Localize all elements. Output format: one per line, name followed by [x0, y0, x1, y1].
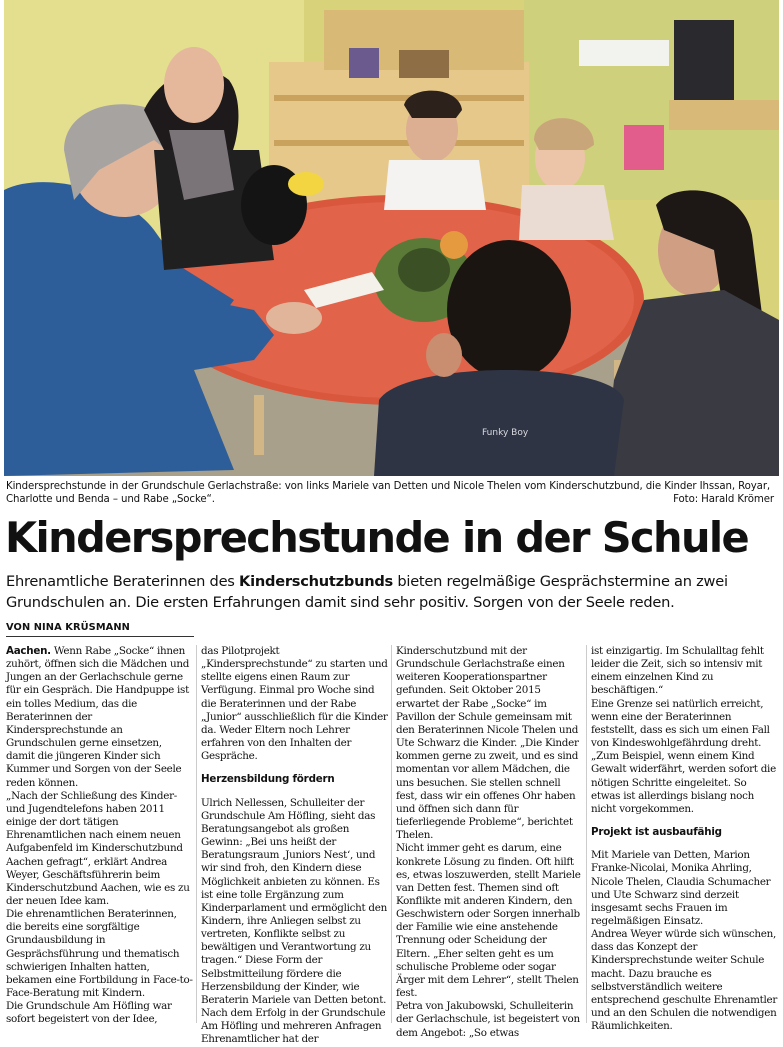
col4-body-a: ist einzigartig. Im Schulalltag fehlt leider die Zeit, sich so intensiv mit einem einzelnen Kind zu beschäftigen.“ Eine Grenze sei natürlich erreicht, wenn eine der Beraterinnen feststellt, dass es sich um einen Fall von Kindeswohlgefährdung dreht. „Zum Beispiel, wenn einem Kind Gewalt widerfährt, werden sofort die nötigen Schritte eingeleitet. So etwas ist allerdings bislang noch nicht vorgekommen. — [591, 645, 776, 815]
col2-body-b: Ulrich Nellessen, Schulleiter der Grundschule Am Höfling, sieht das Beratungsangebot als großen Gewinn: „Bei uns heißt der Beratungsraum ‚Juniors Nest‘, und wir sind froh, den Kindern diese Möglichkeit anbieten zu können. Es ist eine tolle Ergänzung zum Kinderparlament und ermöglicht den Kindern, ihre Anliegen selbst zu vertreten, Konflikte selbst zu bewältigen und Verantwortung zu tragen.“ Diese Form der Selbstmitteilung fördere die Herzensbildung der Kinder, wie Beraterin Mariele van Detten betont. Nach dem Erfolg in der Grundschule Am Höfling und mehreren Anfragen Ehrenamtlicher hat der — [201, 796, 387, 1046]
column-divider — [196, 645, 197, 1023]
col4-body-b: Mit Mariele van Detten, Marion Franke-Nicolai, Monika Ahrling, Nicole Thelen, Claudia Schumacher und Ute Schwarz sind derzeit insgesamt sechs Frauen im regelmäßigen Einsatz. Andrea Weyer würde sich wünschen, dass das Konzept der Kindersprechstunde weiter Schule macht. Dazu brauche es selbstverständlich weitere entsprechend geschulte Ehrenamtler und an den Schulen die notwendigen Räumlichkeiten. — [591, 849, 778, 1033]
byline: VON NINA KRÜSMANN — [6, 622, 194, 637]
photo-illustration — [4, 0, 779, 476]
shirt-text: Funky Boy — [482, 428, 529, 438]
article-photo — [4, 0, 779, 476]
subheading-projekt: Projekt ist ausbaufähig — [591, 826, 722, 839]
column-divider — [586, 645, 587, 1023]
dateline: Aachen. — [6, 645, 51, 657]
caption-text: Kindersprechstunde in der Grundschule Gerlachstraße: von links Mariele van Detten und Nicole Thelen vom Kinderschutzbund, die Kinder Ihssan, Royar, Charlotte und Benda – und Rabe „Socke“. — [6, 481, 771, 505]
col1-paragraphs — [6, 645, 193, 1027]
article-column-2 — [201, 645, 388, 1047]
article-column-4 — [591, 645, 778, 1033]
col3-body: Kinderschutzbund mit der Grundschule Gerlachstraße einen weiteren Kooperationspartner gefunden. Seit Oktober 2015 erwartet der Rabe „Socke“ im Pavillon der Schule gemeinsam mit den Beraterinnen Nicole Thelen und Ute Schwarz die Kinder. „Die Kinder kommen gerne zu zweit, und es sind momentan vor allem Mädchen, die uns besuchen. Sie stellen schnell fest, dass wir ein offenes Ohr haben und öffnen sich dann für tieferliegende Probleme“, berichtet Thelen. Nicht immer geht es darum, eine konkrete Lösung zu finden. Oft hilft es, etwas loszuwerden, stellt Mariele van Detten fest. Themen sind oft Konflikte mit anderen Kindern, den Geschwistern oder Sorgen innerhalb der Familie wie eine anstehende Trennung oder Scheidung der Eltern. „Eher selten geht es um schulische Probleme oder sogar Ärger mit dem Lehrer“, stellt Thelen fest. Petra von Jakubowski, Schulleiterin der Gerlachschule, ist begeistert von dem Angebot: „So etwas — [396, 645, 581, 1039]
subheading-herzensbildung: Herzensbildung fördern — [201, 773, 335, 786]
subhead-lead: Ehrenamtliche Beraterinnen des — [6, 573, 240, 590]
photo-credit: Foto: Harald Krömer — [673, 494, 774, 505]
headline: Kindersprechstunde in der Schule — [5, 513, 749, 562]
column-divider — [391, 645, 392, 1023]
article-column-3 — [396, 645, 583, 1040]
subhead-bold: Kinderschutzbunds — [239, 573, 393, 590]
col2-body-a: das Pilotprojekt „Kindersprechstunde“ zu starten und stellte eigens einen Raum zur Verfügung. Einmal pro Woche sind die Beraterinnen und der Rabe „Junior“ ausschließlich für die Kinder da. Weder Eltern noch Lehrer erfahren von den Inhalten der Gespräche. — [201, 645, 388, 763]
article-column-1 — [6, 645, 193, 1027]
photo-caption — [6, 480, 776, 506]
subheadline — [6, 572, 776, 613]
col1-body: Wenn Rabe „Socke“ ihnen zuhört, öffnen sich die Mädchen und Jungen an der Gerlachschule gerne für ein Gespräch. Die Handpuppe ist ein tolles Medium, das die Beraterinnen der Kindersprechstunde an Grundschulen gerne einsetzen, damit die jüngeren Kinder sich Kummer und Sorgen von der Seele reden können. „Nach der Schließung des Kinder- und Jugendtelefons haben 2011 einige der dort tätigen Ehrenamtlichen nach einem neuen Aufgabenfeld im Kinderschutzbund Aachen gefragt“, erklärt Andrea Weyer, Geschäftsführerin beim Kinderschutzbund Aachen, wie es zu der neuen Idee kam. Die ehrenamtlichen Beraterinnen, die bereits eine sorgfältige Grundausbildung in Gesprächsführung und thematisch schwierigen Inhalten hatten, bekamen eine Fortbildung in Face-to-Face-Beratung mit Kindern. Die Grundschule Am Höfling war sofort begeistert von der Idee, — [6, 645, 193, 1026]
subhead-tail: bieten regelmäßige Gesprächstermine an zwei Grundschulen an. Die ersten Erfahrungen damit sind sehr positiv. Sorgen von der Seele reden. — [6, 573, 728, 611]
